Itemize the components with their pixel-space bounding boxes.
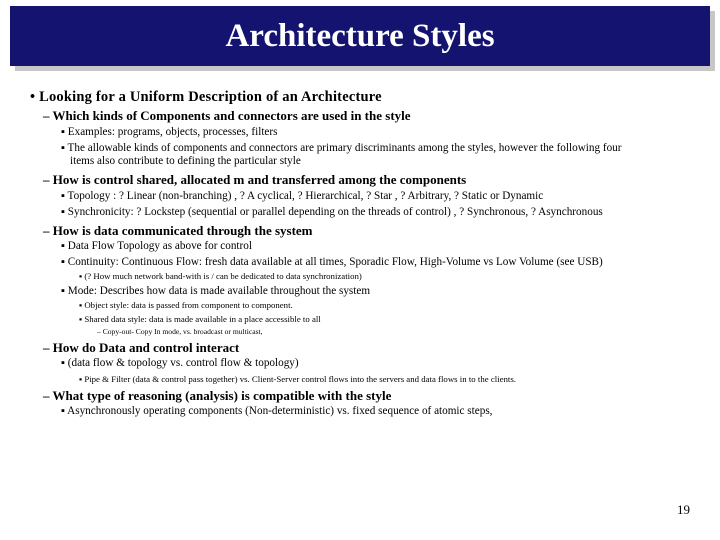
page-number: 19	[677, 502, 690, 517]
bullet-async-components: ▪ Asynchronously operating components (Non-deterministic) vs. fixed sequence of atomic steps,	[61, 405, 493, 417]
slide-title: Architecture Styles	[225, 18, 495, 54]
section-heading-reasoning: – What type of reasoning (analysis) is compatible with the style	[43, 388, 392, 403]
section-heading-components: – Which kinds of Components and connectors are used in the style	[43, 108, 411, 123]
bullet-synchronicity: ▪ Synchronicity: ? Lockstep (sequential or parallel depending on the threads of control) , ? Synchronous, ? Asynchronous	[61, 206, 603, 218]
bullet-topology: ▪ Topology : ? Linear (non-branching) , ? A cyclical, ? Hierarchical, ? Star , ? Arbitrary, ? Static or Dynamic	[61, 190, 544, 202]
bullet-examples: ▪ Examples: programs, objects, processes, filters	[61, 126, 278, 138]
section-heading-interact: – How do Data and control interact	[43, 340, 240, 355]
bullet-mode: ▪ Mode: Describes how data is made available throughout the system	[61, 285, 371, 297]
bullet-bandwidth: ▪ (? How much network band-with is / can be dedicated to data synchronization)	[79, 271, 362, 281]
section-heading-control: – How is control shared, allocated m and transferred among the components	[43, 172, 467, 187]
bullet-shared-data-style: ▪ Shared data style: data is made available in a place accessible to all	[79, 314, 321, 324]
bullet-allowable-kinds: ▪ The allowable kinds of components and connectors are primary discriminants among the styles, however the following four	[61, 142, 622, 154]
bullet-allowable-kinds-cont: items also contribute to defining the particular style	[70, 155, 301, 167]
bullet-object-style: ▪ Object style: data is passed from component to component.	[79, 300, 293, 310]
bullet-data-vs-control: ▪ (data flow & topology vs. control flow & topology)	[61, 357, 299, 369]
level1-bullet: • Looking for a Uniform Description of an Architecture	[30, 89, 382, 105]
bullet-data-flow-topology: ▪ Data Flow Topology as above for control	[61, 240, 252, 252]
bullet-copy-mode: – Copy-out- Copy In mode, vs. broadcast or multicast,	[97, 327, 263, 336]
section-heading-data: – How is data communicated through the system	[43, 223, 313, 238]
bullet-pipe-filter: ▪ Pipe & Filter (data & control pass together) vs. Client-Server control flows into the servers and data flows in to the clients.	[79, 374, 517, 384]
bullet-continuity: ▪ Continuity: Continuous Flow: fresh data available at all times, Sporadic Flow, High-Volume vs Low Volume (see USB)	[61, 256, 603, 268]
